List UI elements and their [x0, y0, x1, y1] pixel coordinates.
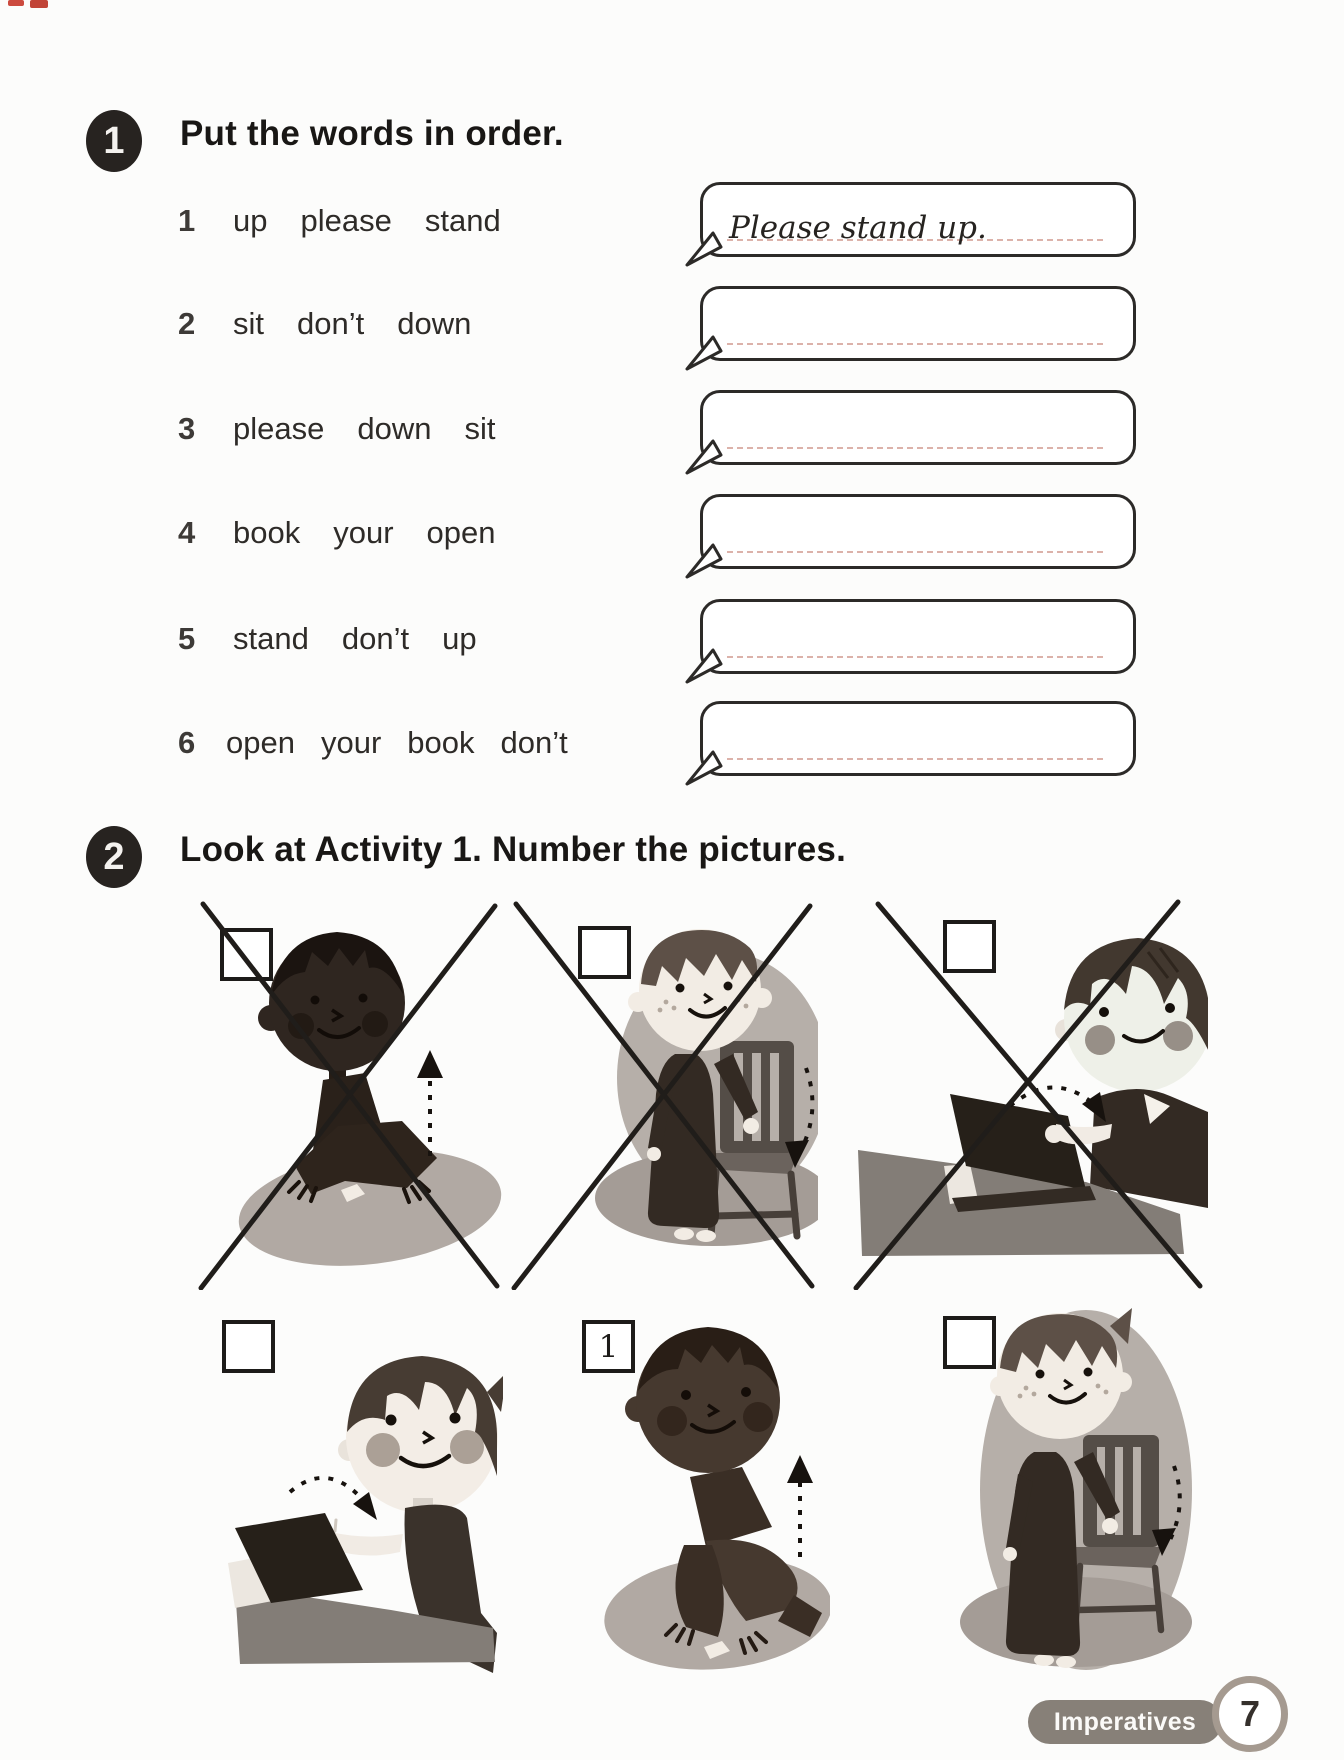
scrambled-word: sit — [464, 411, 496, 446]
answer-bubble[interactable] — [700, 494, 1136, 569]
word-order-item — [178, 411, 495, 447]
activity2-badge-number: 2 — [103, 835, 125, 878]
page-number: 7 — [1239, 1693, 1261, 1734]
scrambled-word: down — [357, 411, 432, 446]
scrambled-word: your — [333, 515, 394, 550]
scrambled-word: up — [233, 203, 268, 238]
scrambled-word: down — [397, 306, 472, 341]
writing-line — [727, 656, 1103, 658]
word-order-item — [178, 306, 471, 342]
scene-sit-down-illustration — [838, 1290, 1193, 1710]
footer-topic-label: Imperatives — [1053, 1707, 1197, 1736]
picture-cell-dont-sit-down — [508, 898, 818, 1290]
picture-cell-open-your-book — [195, 1300, 503, 1705]
word-order-item — [178, 621, 477, 657]
bubble-tail-icon — [683, 335, 723, 373]
answer-text: Please stand up. — [729, 210, 987, 246]
writing-line — [727, 551, 1103, 553]
bubble-tail-icon — [683, 543, 723, 581]
item-number: 5 — [178, 621, 196, 656]
bubble-tail-icon — [683, 648, 723, 686]
scrambled-word: stand — [233, 621, 309, 656]
item-number: 4 — [178, 515, 196, 550]
cross-out-mark — [508, 898, 818, 1290]
activity1-badge — [86, 110, 142, 172]
item-number: 1 — [178, 203, 196, 238]
scrambled-word: please — [233, 411, 325, 446]
scrambled-word: please — [300, 203, 392, 238]
cross-out-mark — [848, 898, 1208, 1290]
scene-stand-up-illustration — [508, 1295, 830, 1705]
writing-line — [727, 758, 1103, 760]
scrambled-word: up — [442, 621, 477, 656]
scrambled-word: open — [226, 725, 295, 760]
scrambled-word: your — [320, 725, 382, 760]
scrambled-word: don’t — [500, 725, 568, 760]
scrambled-word: book — [407, 725, 475, 760]
number-checkbox[interactable] — [222, 1320, 275, 1373]
page-number-badge — [1212, 1676, 1288, 1752]
checkbox-value: 1 — [598, 1328, 619, 1365]
scrambled-word: open — [426, 515, 496, 550]
scan-artifact — [8, 0, 24, 6]
picture-cell-stand-up — [508, 1295, 830, 1705]
answer-bubble[interactable] — [700, 701, 1136, 776]
scan-artifact — [30, 0, 48, 8]
cross-out-mark — [195, 898, 503, 1290]
activity1-badge-number: 1 — [103, 119, 125, 162]
word-order-item — [178, 515, 496, 551]
bubble-tail-icon — [683, 750, 723, 788]
activity1-title: Put the words in order. — [180, 114, 564, 153]
bubble-tail-icon — [683, 439, 723, 477]
picture-cell-sit-down — [838, 1290, 1193, 1710]
answer-bubble[interactable] — [700, 599, 1136, 674]
footer-topic-tag — [1028, 1700, 1222, 1744]
scrambled-word: don’t — [297, 306, 365, 341]
number-checkbox[interactable] — [943, 1316, 996, 1369]
scrambled-word: don’t — [341, 621, 410, 656]
item-number: 3 — [178, 411, 196, 446]
bubble-tail-icon — [683, 231, 723, 269]
picture-cell-dont-open-your-book — [848, 898, 1208, 1290]
picture-cell-dont-stand-up — [195, 898, 503, 1290]
number-checkbox[interactable] — [582, 1320, 635, 1373]
word-order-item — [178, 725, 568, 761]
dashed-arrow-up-icon — [787, 1455, 813, 1557]
item-number: 6 — [178, 725, 196, 760]
scrambled-word: stand — [424, 203, 501, 238]
scrambled-word: book — [233, 515, 301, 550]
activity2-badge — [86, 826, 142, 888]
activity2-title: Look at Activity 1. Number the pictures. — [180, 830, 847, 869]
word-order-item — [178, 203, 501, 239]
writing-line — [727, 447, 1103, 449]
answer-bubble[interactable] — [700, 390, 1136, 465]
answer-bubble[interactable] — [700, 182, 1136, 257]
answer-bubble[interactable] — [700, 286, 1136, 361]
scrambled-word: sit — [233, 306, 264, 341]
writing-line — [727, 343, 1103, 345]
item-number: 2 — [178, 306, 196, 341]
